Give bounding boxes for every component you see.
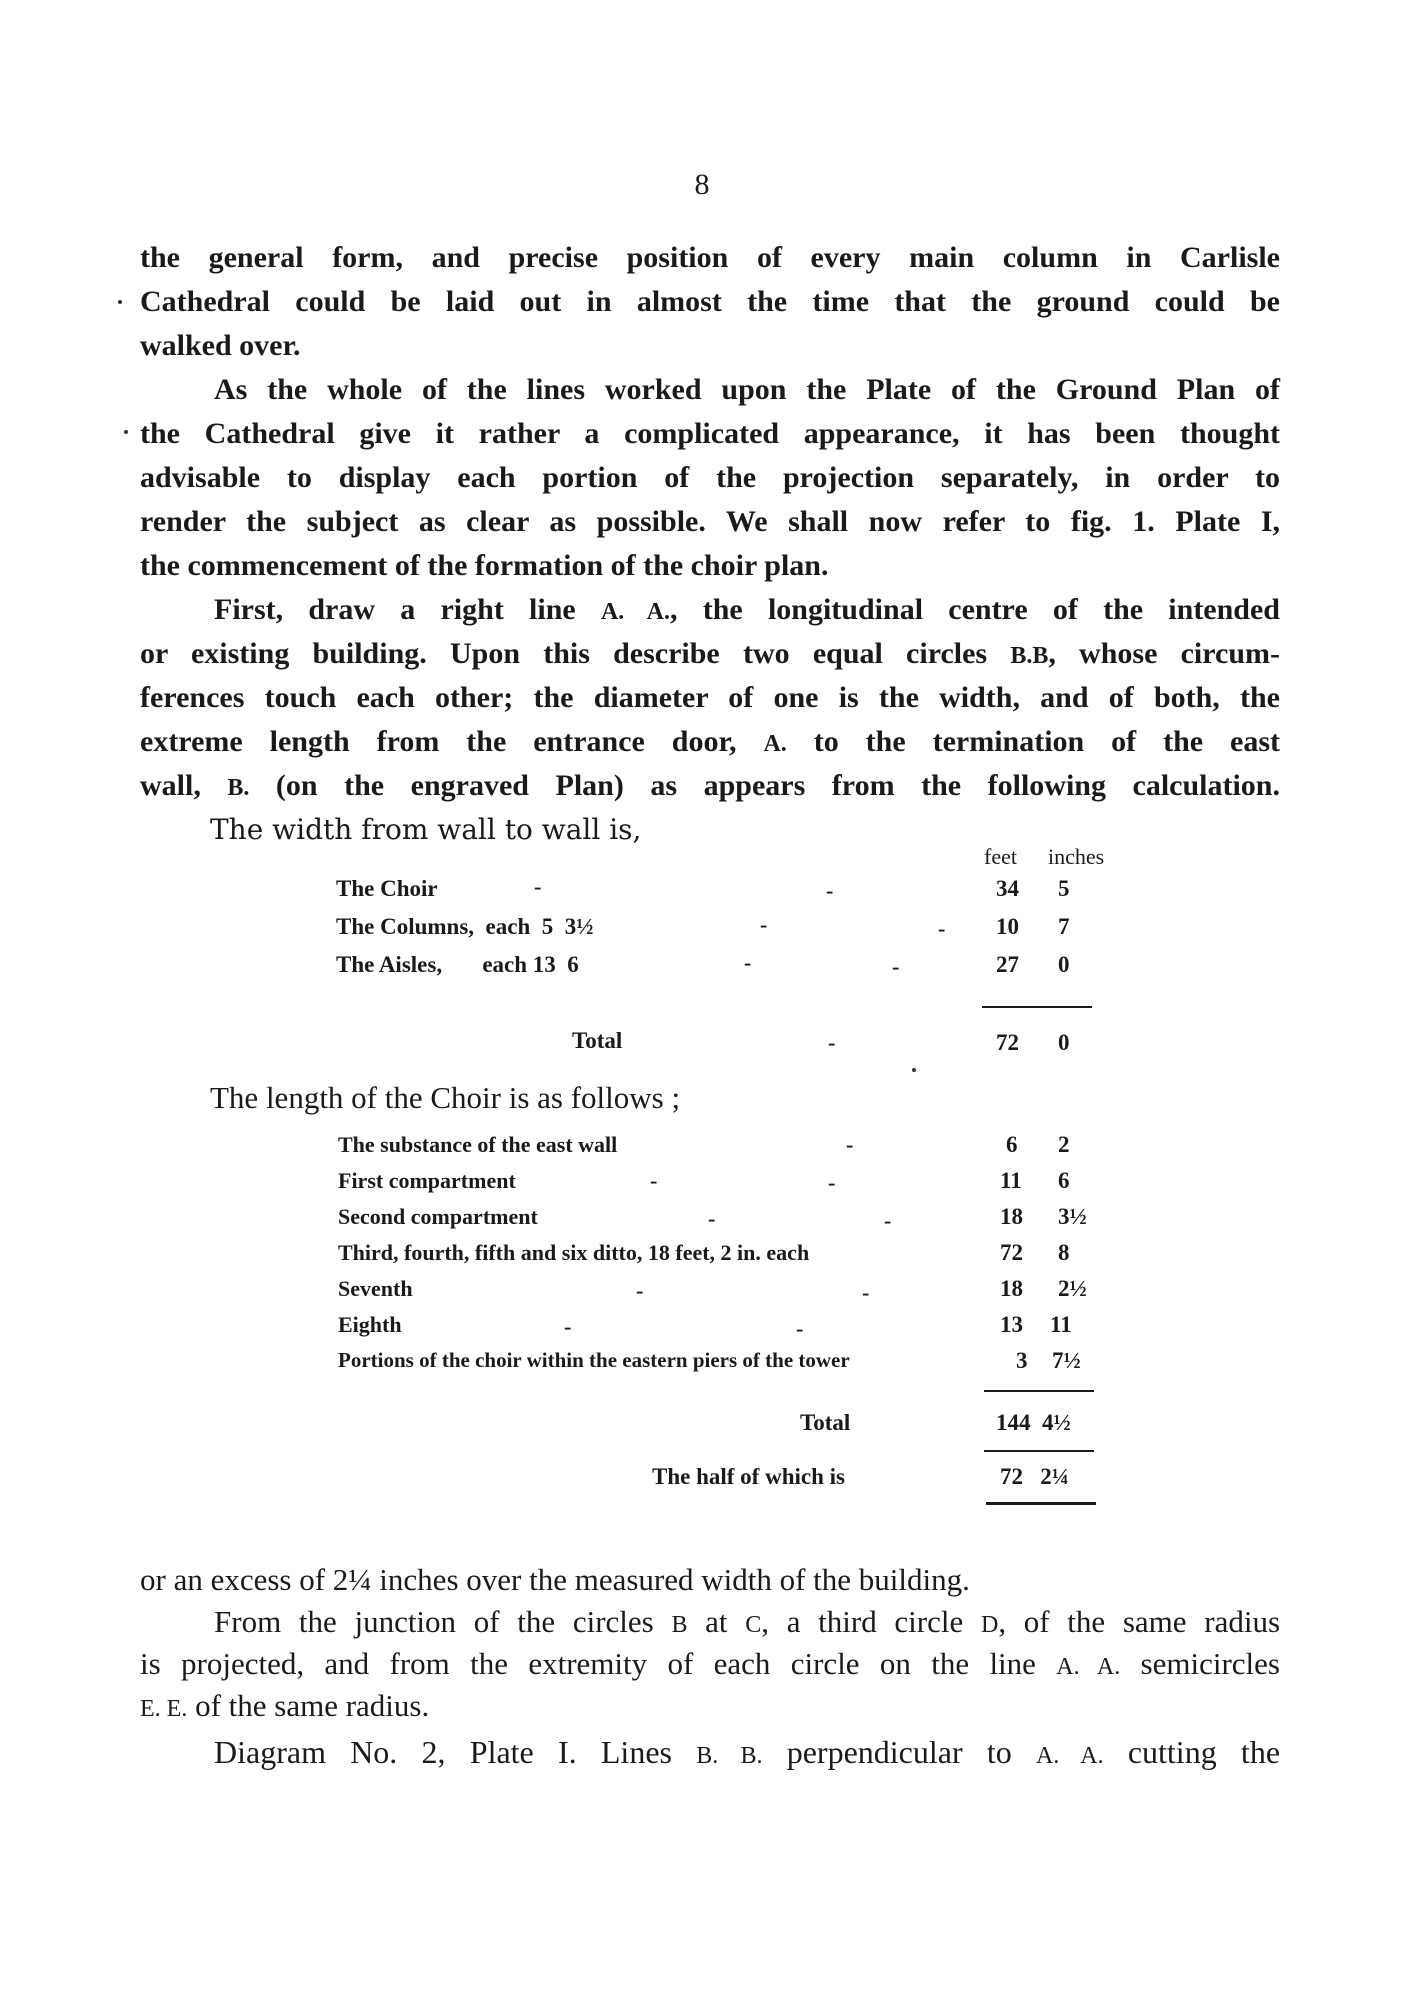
length-row-label: First compartment	[338, 1168, 516, 1193]
para1-line3: walked over.	[140, 329, 301, 362]
length-row-inches: 11	[1050, 1312, 1072, 1337]
para2-line3: advisable to display each portion of the projection separately, in order to	[140, 461, 1280, 494]
para5-line3: E. E. of the same radius.	[140, 1688, 430, 1723]
width-intro: The width from wall to wall is,	[210, 813, 642, 846]
width-row-feet: 10	[996, 914, 1019, 939]
margin-mark	[118, 300, 122, 304]
width-row-label: The Choir	[336, 876, 438, 901]
length-row-label: Second compartment	[338, 1204, 538, 1229]
margin-mark	[124, 430, 128, 434]
leader-dash: -	[826, 878, 834, 903]
leader-dash: -	[938, 916, 946, 941]
length-row-label: The substance of the east wall	[338, 1132, 618, 1157]
leader-dash: -	[708, 1206, 716, 1231]
leader-dash: -	[828, 1170, 836, 1195]
leader-dash: -	[892, 954, 900, 979]
half-value: 72 2¼	[1000, 1464, 1069, 1489]
length-row-feet: 18	[1000, 1276, 1023, 1301]
para1-line1: the general form, and precise position of every main column in Carlisle	[140, 241, 1280, 274]
leader-dash: -	[846, 1132, 854, 1157]
length-row-inches: 3½	[1058, 1204, 1087, 1229]
page-number: 8	[694, 168, 710, 201]
para5-line1: From the junction of the circles B at C, a third circle D, of the same radius	[214, 1604, 1281, 1639]
length-total-label: Total	[800, 1410, 851, 1435]
para3-line3: ferences touch each other; the diameter of one is the width, and of both, the	[140, 681, 1280, 714]
leader-dash: -	[796, 1316, 804, 1341]
width-row-label: The Columns, each 5 3½	[336, 914, 594, 939]
leader-dash: -	[744, 950, 752, 975]
half-label: The half of which is	[652, 1464, 845, 1489]
sum-rule	[984, 1390, 1094, 1392]
sum-rule	[986, 1502, 1096, 1505]
stray-mark	[912, 1068, 916, 1072]
width-total-feet: 72	[996, 1030, 1019, 1055]
length-row-label: Eighth	[338, 1312, 402, 1337]
width-total-inches: 0	[1058, 1030, 1070, 1055]
length-row-label: Seventh	[338, 1276, 413, 1301]
width-row-feet: 27	[996, 952, 1019, 977]
width-total-label: Total	[572, 1028, 623, 1053]
para2-line5: the commencement of the formation of the choir plan.	[140, 549, 829, 582]
length-row-label: Third, fourth, fifth and six ditto, 18 feet, 2 in. each	[338, 1240, 810, 1265]
sum-rule	[984, 1450, 1094, 1452]
length-row-feet: 72	[1000, 1240, 1023, 1265]
para3-line2: or existing building. Upon this describe two equal circles B.B, whose circum-	[140, 637, 1281, 670]
para2-line4: render the subject as clear as possible. We shall now refer to fig. 1. Plate I,	[140, 505, 1280, 538]
para3-line5: wall, B. (on the engraved Plan) as appears from the following calculation.	[140, 769, 1280, 802]
para6-line1: Diagram No. 2, Plate I. Lines B. B. perpendicular to A. A. cutting the	[214, 1734, 1281, 1770]
leader-dash: -	[534, 874, 542, 899]
length-row-inches: 2½	[1058, 1276, 1087, 1301]
length-row-feet: 6	[1006, 1132, 1018, 1157]
para3-line4: extreme length from the entrance door, A. to the termination of the east	[140, 725, 1280, 758]
length-row-inches: 7½	[1052, 1348, 1081, 1373]
length-row-feet: 18	[1000, 1204, 1023, 1229]
leader-dash: -	[636, 1278, 644, 1303]
width-row-feet: 34	[996, 876, 1019, 901]
sum-rule	[982, 1006, 1092, 1008]
para4: or an excess of 2¼ inches over the measured width of the building.	[140, 1562, 970, 1597]
col-inches-header: inches	[1048, 844, 1105, 869]
length-row-label: Portions of the choir within the eastern piers of the tower	[338, 1348, 850, 1372]
length-row-feet: 11	[1000, 1168, 1022, 1193]
length-total-value: 144 4½	[996, 1410, 1071, 1435]
length-row-inches: 8	[1058, 1240, 1070, 1265]
length-row-inches: 6	[1058, 1168, 1070, 1193]
length-row-feet: 3	[1016, 1348, 1028, 1373]
para1-line2: Cathedral could be laid out in almost the time that the ground could be	[140, 285, 1280, 318]
width-row-label: The Aisles, each 13 6	[336, 952, 579, 977]
para3-line1: First, draw a right line A. A., the longitudinal centre of the intended	[214, 593, 1280, 626]
leader-dash: -	[650, 1168, 658, 1193]
col-feet-header: feet	[984, 844, 1017, 869]
length-row-feet: 13	[1000, 1312, 1023, 1337]
leader-dash: -	[564, 1314, 572, 1339]
width-row-inches: 0	[1058, 952, 1070, 977]
width-row-inches: 5	[1058, 876, 1070, 901]
para2-line2: the Cathedral give it rather a complicated appearance, it has been thought	[140, 417, 1280, 450]
length-intro: The length of the Choir is as follows ;	[210, 1080, 681, 1115]
leader-dash: -	[828, 1030, 836, 1055]
length-row-inches: 2	[1058, 1132, 1070, 1157]
para5-line2: is projected, and from the extremity of each circle on the line A. A. semicircles	[140, 1646, 1280, 1681]
para2-line1: As the whole of the lines worked upon the Plate of the Ground Plan of	[214, 373, 1280, 406]
leader-dash: -	[862, 1280, 870, 1305]
leader-dash: -	[760, 912, 768, 937]
leader-dash: -	[884, 1208, 892, 1233]
width-row-inches: 7	[1058, 914, 1070, 939]
